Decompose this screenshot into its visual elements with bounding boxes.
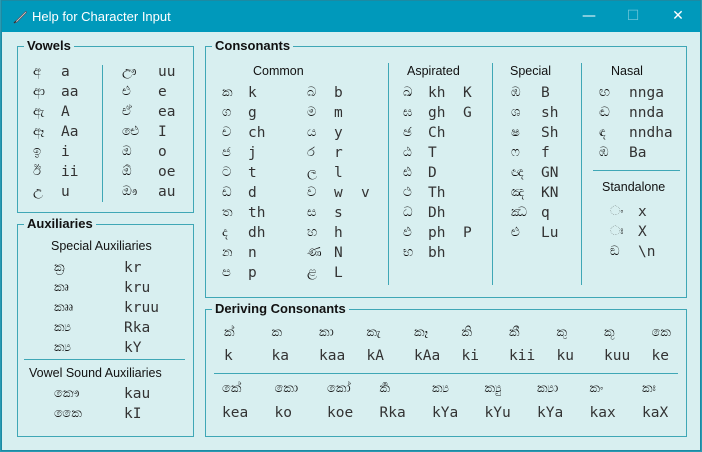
sinhala-glyph: කෲ xyxy=(54,300,74,315)
sinhala-glyph: කෞ xyxy=(54,386,80,401)
latin-key: b xyxy=(334,85,343,101)
latin-key: au xyxy=(158,184,176,200)
latin-key: w xyxy=(334,185,343,201)
latin-key: Ch xyxy=(428,125,446,141)
sinhala-glyph: ක්‍ය xyxy=(54,340,72,355)
special-title: Special xyxy=(510,64,551,78)
feather-pen-icon xyxy=(12,9,28,25)
latin-key: ea xyxy=(158,104,176,120)
sinhala-glyph: ම xyxy=(307,105,317,120)
deriving-latin-key: kYu xyxy=(484,405,511,421)
latin-key: sh xyxy=(541,105,559,121)
latin-key: p xyxy=(248,265,257,281)
minimize-button[interactable]: — xyxy=(582,8,596,24)
deriving-latin-key: kYa xyxy=(432,405,459,421)
deriving-latin-key: kea xyxy=(222,405,249,421)
latin-key: f xyxy=(541,145,550,161)
vowels-group xyxy=(17,38,194,213)
vowels-divider xyxy=(102,65,103,202)
latin-key: bh xyxy=(428,245,446,261)
latin-key: KN xyxy=(541,185,559,201)
sinhala-glyph: උ xyxy=(33,184,43,199)
latin-key: n xyxy=(248,245,257,261)
aspirated-divider xyxy=(492,63,493,285)
latin-key: kh xyxy=(428,85,446,101)
sinhala-glyph: ඟ xyxy=(599,85,610,100)
deriving-latin-key: kax xyxy=(589,405,616,421)
consonants-group xyxy=(205,38,687,298)
sinhala-glyph: ඌ xyxy=(122,64,137,79)
sinhala-glyph: ට xyxy=(222,165,232,180)
help-window xyxy=(1,0,701,451)
latin-key: Rka xyxy=(124,320,151,336)
latin-alt-key: G xyxy=(463,105,472,121)
latin-key: u xyxy=(61,184,70,200)
deriving-latin-key: ko xyxy=(274,405,292,421)
deriving-sinhala-glyph: ක්‍යු xyxy=(484,381,502,396)
sinhala-glyph: ග xyxy=(222,105,232,120)
sinhala-glyph: ධ xyxy=(403,205,413,220)
sinhala-glyph: ෆ xyxy=(511,145,520,160)
sinhala-glyph: ද xyxy=(222,225,228,240)
latin-key: d xyxy=(248,185,257,201)
sinhala-glyph: ◌ඃ xyxy=(610,224,624,239)
deriving-latin-key: ku xyxy=(556,348,574,364)
deriving-sinhala-glyph: ර්‍ක xyxy=(379,381,391,396)
latin-key: oe xyxy=(158,164,176,180)
close-button[interactable]: ✕ xyxy=(672,8,684,24)
sinhala-glyph: ◌ං xyxy=(610,204,624,219)
title-bar[interactable] xyxy=(2,1,700,32)
sinhala-glyph: ඛ xyxy=(403,85,413,100)
sinhala-glyph: ප xyxy=(222,265,231,280)
deriving-latin-key: k xyxy=(224,348,233,364)
deriving-sinhala-glyph: කේ xyxy=(222,381,242,396)
latin-key: T xyxy=(428,145,437,161)
nasal-title: Nasal xyxy=(611,64,643,78)
maximize-button[interactable]: ☐ xyxy=(626,8,640,24)
standalone-title: Standalone xyxy=(602,180,666,194)
deriving-latin-key: kYa xyxy=(537,405,564,421)
deriving-sinhala-glyph: කූ xyxy=(604,325,615,340)
sinhala-glyph: ණ xyxy=(307,245,322,260)
sinhala-glyph: ඹ xyxy=(599,145,609,160)
sinhala-glyph: ඒ xyxy=(122,104,132,119)
deriving-sinhala-glyph: කු xyxy=(556,325,568,340)
sinhala-glyph: අ xyxy=(33,64,42,79)
sinhala-glyph: එ xyxy=(122,84,131,99)
latin-key: Aa xyxy=(61,124,79,140)
latin-key: B xyxy=(541,85,550,101)
latin-key: uu xyxy=(158,64,176,80)
deriving-sinhala-glyph: කා xyxy=(319,325,334,340)
sinhala-glyph: කෛ xyxy=(54,406,82,421)
deriving-latin-key: kii xyxy=(509,348,536,364)
latin-key: h xyxy=(334,225,343,241)
latin-alt-key: K xyxy=(463,85,472,101)
latin-key: nndha xyxy=(629,125,673,141)
latin-key: l xyxy=(334,165,343,181)
latin-key: y xyxy=(334,125,343,141)
latin-key: gh xyxy=(428,105,446,121)
latin-key: nnda xyxy=(629,105,664,121)
common-divider xyxy=(388,63,389,285)
deriving-sinhala-glyph: කී xyxy=(509,325,520,340)
sinhala-glyph: ස xyxy=(307,205,317,220)
latin-key: o xyxy=(158,144,167,160)
latin-key: q xyxy=(541,205,550,221)
auxiliaries-divider xyxy=(24,359,185,360)
latin-key: N xyxy=(334,245,343,261)
latin-key: Lu xyxy=(541,225,559,241)
special-divider xyxy=(581,63,582,285)
sinhala-glyph: ඪ xyxy=(403,165,412,180)
auxiliaries-title: Auxiliaries xyxy=(24,216,96,232)
sinhala-glyph: ජ xyxy=(222,145,231,160)
latin-key: aa xyxy=(61,84,79,100)
sinhala-glyph: ක්‍ය xyxy=(54,320,72,335)
deriving-latin-key: ki xyxy=(461,348,479,364)
deriving-latin-key: ka xyxy=(271,348,289,364)
latin-key: Th xyxy=(428,185,446,201)
sinhala-glyph: ඖ xyxy=(122,184,138,199)
sinhala-glyph: ඵ xyxy=(403,225,412,240)
vowels-title: Vowels xyxy=(24,38,74,54)
sinhala-glyph: ශ xyxy=(511,105,521,120)
deriving-sinhala-glyph: කඃ xyxy=(642,381,656,396)
nasal-divider xyxy=(593,170,680,171)
latin-key: kru xyxy=(124,280,151,296)
deriving-latin-key: ke xyxy=(651,348,669,364)
sinhala-glyph: ඳ xyxy=(599,125,606,140)
latin-alt-key: P xyxy=(463,225,472,241)
latin-key: nnga xyxy=(629,85,664,101)
sinhala-glyph: ක xyxy=(222,85,233,100)
latin-key: a xyxy=(61,64,70,80)
sinhala-glyph: කෘ xyxy=(54,280,69,295)
latin-key: ch xyxy=(248,125,266,141)
consonants-title: Consonants xyxy=(212,38,293,54)
deriving-consonants-title: Deriving Consonants xyxy=(212,301,349,317)
sinhala-glyph: ඈ xyxy=(33,124,45,139)
deriving-sinhala-glyph: කො xyxy=(274,381,299,396)
sinhala-glyph: ය xyxy=(307,125,317,140)
deriving-sinhala-glyph: ක xyxy=(271,325,283,340)
deriving-latin-key: kuu xyxy=(604,348,631,364)
sinhala-glyph: ආ xyxy=(33,84,45,99)
sinhala-glyph: ඣ xyxy=(511,205,528,220)
sinhala-glyph: ක්‍ර xyxy=(54,260,65,275)
latin-key: e xyxy=(158,84,167,100)
latin-key: I xyxy=(158,124,167,140)
latin-key: A xyxy=(61,104,70,120)
sinhala-glyph: භ xyxy=(403,245,414,260)
latin-key: kI xyxy=(124,406,142,422)
latin-key: th xyxy=(248,205,266,221)
sinhala-glyph: ඤ xyxy=(511,185,525,200)
latin-key: k xyxy=(248,85,257,101)
latin-key: m xyxy=(334,105,343,121)
sinhala-glyph: ඹ xyxy=(511,85,521,100)
sinhala-glyph: ඞ xyxy=(610,244,620,259)
window-title: Help for Character Input xyxy=(32,9,171,24)
sinhala-glyph: න xyxy=(222,245,233,260)
sinhala-glyph: ඊ xyxy=(33,164,41,179)
sinhala-glyph: ඔ xyxy=(122,144,132,159)
sinhala-glyph: හ xyxy=(307,225,318,240)
sinhala-glyph: ළු xyxy=(511,225,520,240)
common-title: Common xyxy=(253,64,304,78)
vowel-sound-auxiliaries-title: Vowel Sound Auxiliaries xyxy=(29,366,162,380)
sinhala-glyph: ත xyxy=(222,205,233,220)
latin-key: kr xyxy=(124,260,142,276)
deriving-sinhala-glyph: කෝ xyxy=(327,381,351,396)
sinhala-glyph: ඥ xyxy=(511,165,524,180)
sinhala-glyph: ඉ xyxy=(33,144,42,159)
latin-key: t xyxy=(248,165,257,181)
deriving-latin-key: koe xyxy=(327,405,354,421)
deriving-latin-key: kAa xyxy=(414,348,441,364)
deriving-sinhala-glyph: කෑ xyxy=(414,325,429,340)
latin-key: Ba xyxy=(629,145,647,161)
sinhala-glyph: ල xyxy=(307,165,317,180)
deriving-sinhala-glyph: කැ xyxy=(366,325,381,340)
latin-key: Sh xyxy=(541,125,559,141)
latin-key: s xyxy=(334,205,343,221)
latin-key: X xyxy=(638,224,647,240)
latin-key: L xyxy=(334,265,343,281)
latin-key: g xyxy=(248,105,257,121)
latin-key: GN xyxy=(541,165,559,181)
deriving-sinhala-glyph: ක්‍යා xyxy=(537,381,559,396)
aspirated-title: Aspirated xyxy=(407,64,460,78)
latin-key: ph xyxy=(428,225,446,241)
sinhala-glyph: ව xyxy=(307,185,317,200)
special-auxiliaries-title: Special Auxiliaries xyxy=(51,239,152,253)
sinhala-glyph: ච xyxy=(222,125,232,140)
latin-key: kY xyxy=(124,340,142,356)
deriving-sinhala-glyph: කෙ xyxy=(651,325,671,340)
sinhala-glyph: ඨ xyxy=(403,145,412,160)
latin-key: kruu xyxy=(124,300,159,316)
auxiliaries-group xyxy=(17,216,194,437)
latin-key: r xyxy=(334,145,343,161)
latin-key: i xyxy=(61,144,70,160)
sinhala-glyph: ඓ xyxy=(122,124,140,139)
sinhala-glyph: ර xyxy=(307,145,315,160)
deriving-latin-key: kA xyxy=(366,348,384,364)
latin-key: Dh xyxy=(428,205,446,221)
latin-key: dh xyxy=(248,225,266,241)
latin-alt-key: v xyxy=(361,185,370,201)
deriving-latin-key: kaX xyxy=(642,405,669,421)
latin-key: ii xyxy=(61,164,79,180)
sinhala-glyph: ඩ xyxy=(222,185,232,200)
latin-key: kau xyxy=(124,386,151,402)
latin-key: \n xyxy=(638,244,656,260)
latin-key: D xyxy=(428,165,437,181)
deriving-divider xyxy=(214,373,678,374)
latin-key: x xyxy=(638,204,647,220)
deriving-consonants-group xyxy=(205,301,687,437)
deriving-latin-key: kaa xyxy=(319,348,346,364)
deriving-sinhala-glyph: ක් xyxy=(224,325,235,340)
sinhala-glyph: ඬ xyxy=(599,105,610,120)
sinhala-glyph: ඇ xyxy=(33,104,45,119)
sinhala-glyph: ඕ xyxy=(122,164,132,179)
sinhala-glyph: බ xyxy=(307,85,317,100)
sinhala-glyph: ථ xyxy=(403,185,412,200)
sinhala-glyph: ඝ xyxy=(403,105,413,120)
deriving-sinhala-glyph: කං xyxy=(589,381,604,396)
sinhala-glyph: ළ xyxy=(307,265,317,280)
deriving-sinhala-glyph: ක්‍ය xyxy=(432,381,450,396)
sinhala-glyph: ඡ xyxy=(403,125,412,140)
latin-key: j xyxy=(248,145,257,161)
deriving-latin-key: Rka xyxy=(379,405,406,421)
sinhala-glyph: ෂ xyxy=(511,125,520,140)
deriving-sinhala-glyph: කි xyxy=(461,325,473,340)
